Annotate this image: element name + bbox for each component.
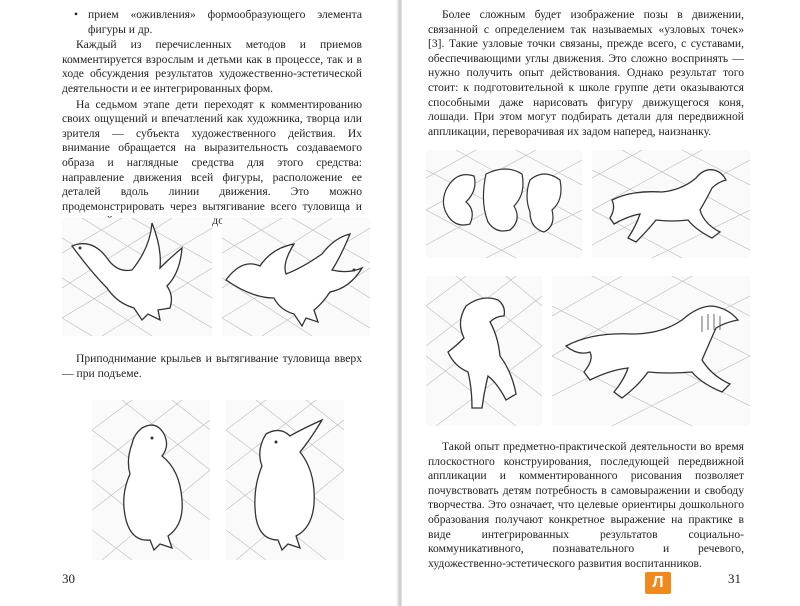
horse-figure-drawing [592,150,750,258]
bird-figure-drawing [92,400,210,560]
left-text-block [62,8,362,229]
bird-figure-drawing [226,400,344,560]
horse-figure-drawing [426,276,542,426]
paragraph: На седьмом этапе дети переходят к комментированию своих ощущений и впечатлений как художника, творца или зрителя — субъекта художественного действия. Их внимание обращается на выразительность создаваемого образа и наглядные средства для этого средства: направление движения всей фигуры, расположение ее деталей вдоль линии движения. Это можно продемонстрировать через вытягивание всего туловища и вдоль [62,97,362,228]
publisher-logo-icon: Л [645,572,671,594]
left-caption-block [62,352,362,381]
illustration-horse-running-1 [592,150,750,258]
paragraph: Такой опыт предметно-практической деятельности во время плоскостного конструирования, последующей передвижной аппликации и комментированного рисования позволяет почувствовать детям потребность в самовыражении и свободу творчества. Это означает, что целевые ориентиры дошкольного образования получают конкретное выражение на практике в виде интегрированных результатов социально-коммуникативного, познавательного и речевого, художественно-эстетического развития воспитанников. [428,440,744,570]
right-text-block-top [428,8,744,139]
illustration-bird-flying-1 [62,218,212,336]
bullet-item: • прием «оживления» формообразующего элемента фигуры и др. [62,8,362,37]
illustration-bird-standing-2 [226,400,344,560]
bird-figure-drawing [62,218,212,336]
bird-figure-drawing [222,218,370,336]
paragraph: Каждый из перечисленных методов и приемов комментируется взрослым и детьми как в процессе, так и в ходе обсуждения результатов художественно-эстетической деятельности и ее интегрированных форм. [62,38,362,95]
horse-figure-drawing [426,150,582,258]
illustration-horse-rearing [426,276,542,426]
illustration-horse-parts [426,150,582,258]
right-text-block-bottom [428,440,744,571]
illustration-bird-standing-1 [92,400,210,560]
figure-caption: Приподнимание крыльев и вытягивание туловища вверх — при подъеме. [62,352,362,380]
paragraph: Более сложным будет изображение позы в движении, связанной с определением так называемых «узловых точек» [3]. Такие узловые точки связаны, прежде всего, с суставами, обеспечивающими углы движения. Это сложно воспринять — нужно получить опыт действования. Однако результат того стоит: к подготовительной к школе группе дети оказываются способными даже нарисовать фигуру движущегося коня, лошади. При этом могут подбирать детали для передвижной аппликации, переворачивая их задом наперед, наизнанку. [428,8,744,138]
page-number: 31 [728,571,741,586]
left-page [0,0,398,606]
illustration-bird-flying-2 [222,218,370,336]
right-page [402,0,800,606]
illustration-horse-running-2 [552,276,750,426]
page-number: 30 [62,571,75,586]
horse-figure-drawing [552,276,750,426]
